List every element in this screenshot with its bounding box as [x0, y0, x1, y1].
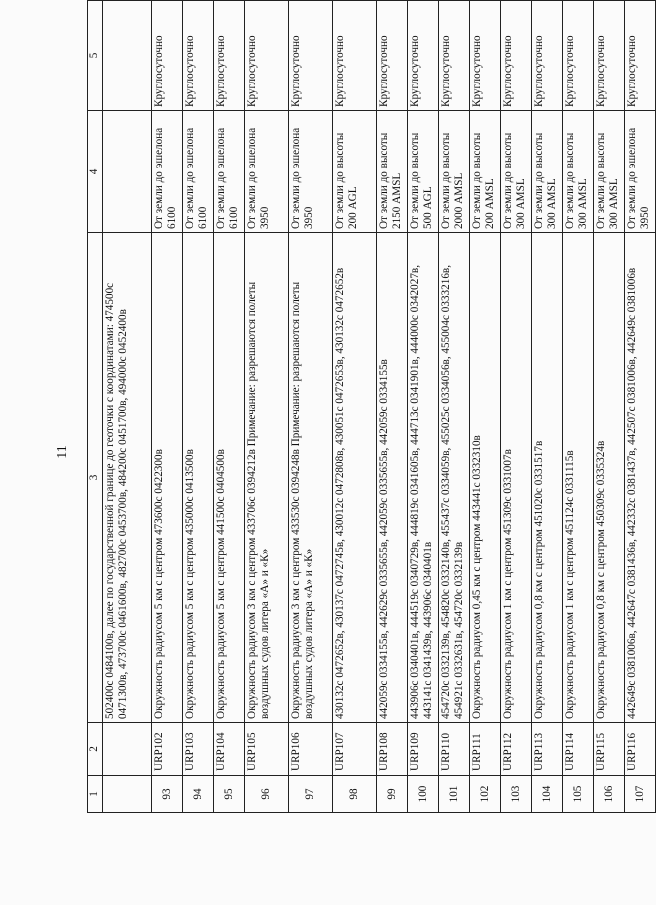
row-number: 106 — [594, 776, 625, 813]
zone-description: 442059с 0334155в, 442629с 0335655в, 442059с 0335655в, 442059с 0334155в — [377, 233, 408, 723]
table-row — [103, 1, 152, 813]
zone-description: 502400с 0484100в, далее по государственной границе до геоточки с координатами: 474500с 0471300в, 473700с 0461600в, 482700с 0453700в, 484200с 0451700в, 494000с 0452400в — [103, 233, 152, 723]
zone-description: Окружность радиусом 1 км с центром 451309с 0331007в — [501, 233, 532, 723]
header-col-2: 2 — [88, 723, 103, 776]
row-number — [103, 776, 152, 813]
row-number: 93 — [152, 776, 183, 813]
table-row — [289, 1, 333, 813]
zone-altitude: От земли до высоты 300 AMSL — [594, 111, 625, 233]
table-row — [377, 1, 408, 813]
zone-altitude: От земли до эшелона 3950 — [625, 111, 656, 233]
zone-time: Круглосуточно — [408, 1, 439, 111]
zone-code: URP102 — [152, 723, 183, 776]
zone-code: URP105 — [245, 723, 289, 776]
table-row — [333, 1, 377, 813]
zone-description: Окружность радиусом 0,8 км с центром 451020с 0331517в — [532, 233, 563, 723]
zone-description: Окружность радиусом 1 км с центром 451124с 0331115в — [563, 233, 594, 723]
zone-time: Круглосуточно — [214, 1, 245, 111]
zone-code: URP111 — [470, 723, 501, 776]
zone-time: Круглосуточно — [377, 1, 408, 111]
table-row — [183, 1, 214, 813]
zone-description: Окружность радиусом 0,45 км с центром 443441с 0332310в — [470, 233, 501, 723]
row-number: 94 — [183, 776, 214, 813]
zone-description: 454720с 0332139в, 454820с 0332140в, 455437с 0334059в, 455025с 0334056в, 455004с 0333216в, 454921с 0332631в, 454720с 0332139в — [439, 233, 470, 723]
table-row — [563, 1, 594, 813]
zone-altitude: От земли до высоты 2150 AMSL — [377, 111, 408, 233]
zone-description: Окружность радиусом 3 км с центром 433530с 0394248в Примечание: разрешаются полеты воздушных судов литера «А» и «К» — [289, 233, 333, 723]
header-col-4: 4 — [88, 111, 103, 233]
zone-code: URP113 — [532, 723, 563, 776]
zone-description: Окружность радиусом 5 км с центром 435000с 0413500в — [183, 233, 214, 723]
table-row — [532, 1, 563, 813]
table-row — [214, 1, 245, 813]
zone-description: Окружность радиусом 5 км с центром 441500с 0404500в — [214, 233, 245, 723]
row-number: 98 — [333, 776, 377, 813]
header-col-3: 3 — [88, 233, 103, 723]
zone-altitude: От земли до высоты 500 AGL — [408, 111, 439, 233]
table-row — [408, 1, 439, 813]
zone-code: URP112 — [501, 723, 532, 776]
zone-altitude: От земли до эшелона 6100 — [214, 111, 245, 233]
zone-altitude: От земли до высоты 200 AGL — [333, 111, 377, 233]
zone-time: Круглосуточно — [532, 1, 563, 111]
header-col-1: 1 — [88, 776, 103, 813]
zone-description: Окружность радиусом 3 км с центром 433706с 0394212в Примечание: разрешаются полеты воздушных судов литера «А» и «К» — [245, 233, 289, 723]
zone-code: URP116 — [625, 723, 656, 776]
row-number: 97 — [289, 776, 333, 813]
zone-altitude: От земли до эшелона 3950 — [289, 111, 333, 233]
zone-time: Круглосуточно — [183, 1, 214, 111]
restricted-zones-table — [87, 0, 656, 813]
zone-time — [103, 1, 152, 111]
zone-time: Круглосуточно — [152, 1, 183, 111]
zone-time: Круглосуточно — [470, 1, 501, 111]
zone-code: URP106 — [289, 723, 333, 776]
zone-code: URP107 — [333, 723, 377, 776]
zone-time: Круглосуточно — [245, 1, 289, 111]
zone-altitude: От земли до высоты 200 AMSL — [470, 111, 501, 233]
zone-time: Круглосуточно — [289, 1, 333, 111]
zone-description: 443906с 0340401в, 444519с 0340729в, 444819с 0341605в, 444713с 0341901в, 444000с 0342027в, 443141с 0341439в, 443906с 0340401в — [408, 233, 439, 723]
zone-time: Круглосуточно — [563, 1, 594, 111]
zone-description: Окружность радиусом 0,8 км с центром 450309с 0335324в — [594, 233, 625, 723]
row-number: 95 — [214, 776, 245, 813]
table-row — [245, 1, 289, 813]
page-number: 11 — [55, 445, 70, 459]
zone-time: Круглосуточно — [333, 1, 377, 111]
zone-description: 430132с 0472652в, 430137с 0472745в, 430012с 0472808в, 430051с 0472653в, 430132с 0472652в — [333, 233, 377, 723]
zone-code: URP114 — [563, 723, 594, 776]
table-row — [625, 1, 656, 813]
row-number: 104 — [532, 776, 563, 813]
zone-code: URP115 — [594, 723, 625, 776]
zone-altitude: От земли до эшелона 6100 — [183, 111, 214, 233]
zone-altitude: От земли до высоты 2000 AMSL — [439, 111, 470, 233]
table-row — [501, 1, 532, 813]
table-row — [470, 1, 501, 813]
row-number: 107 — [625, 776, 656, 813]
row-number: 101 — [439, 776, 470, 813]
table-row — [439, 1, 470, 813]
row-number: 96 — [245, 776, 289, 813]
zone-code: URP103 — [183, 723, 214, 776]
row-number: 102 — [470, 776, 501, 813]
zone-time: Круглосуточно — [439, 1, 470, 111]
zone-time: Круглосуточно — [625, 1, 656, 111]
row-number: 105 — [563, 776, 594, 813]
row-number: 103 — [501, 776, 532, 813]
zone-code: URP104 — [214, 723, 245, 776]
zone-altitude — [103, 111, 152, 233]
table-row — [594, 1, 625, 813]
zone-code: URP109 — [408, 723, 439, 776]
row-number: 100 — [408, 776, 439, 813]
table-row — [152, 1, 183, 813]
zone-code — [103, 723, 152, 776]
zone-time: Круглосуточно — [594, 1, 625, 111]
zone-altitude: От земли до высоты 300 AMSL — [532, 111, 563, 233]
zone-time: Круглосуточно — [501, 1, 532, 111]
header-row — [88, 1, 103, 813]
zone-description: 442649с 0381006в, 442647с 0381436в, 442332с 0381437в, 442507с 0381006в, 442649с 0381006в — [625, 233, 656, 723]
zone-altitude: От земли до высоты 300 AMSL — [501, 111, 532, 233]
zone-altitude: От земли до эшелона 3950 — [245, 111, 289, 233]
zone-altitude: От земли до высоты 300 AMSL — [563, 111, 594, 233]
row-number: 99 — [377, 776, 408, 813]
zone-description: Окружность радиусом 5 км с центром 473600с 0422300в — [152, 233, 183, 723]
zone-code: URP108 — [377, 723, 408, 776]
header-col-5: 5 — [88, 1, 103, 111]
zone-altitude: От земли до эшелона 6100 — [152, 111, 183, 233]
zone-code: URP110 — [439, 723, 470, 776]
